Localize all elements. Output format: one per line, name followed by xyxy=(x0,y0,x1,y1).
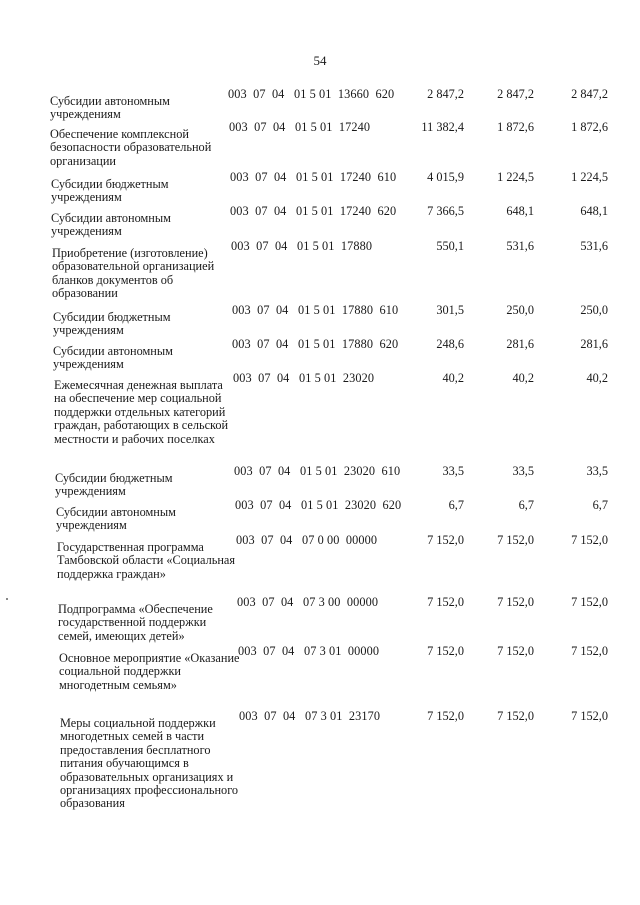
row-value-3: 2 847,2 xyxy=(571,87,608,101)
row-name: Меры социальной поддержки многодетных семей в части предоставления бесплатного питания обучающимся в образовательных организациях и организациях профессионального образования xyxy=(60,716,239,811)
row-value-2: 7 152,0 xyxy=(497,644,534,658)
row-code: 003 07 04 01 5 01 17240 xyxy=(229,120,371,134)
scan-speck xyxy=(6,598,8,600)
row-name: Обеспечение комплексной безопасности образовательной организации xyxy=(50,127,212,168)
row-value-2: 33,5 xyxy=(512,464,534,478)
row-name: Субсидии автономным учреждениям xyxy=(53,344,173,372)
row-name: Ежемесячная денежная выплата на обеспечение мер социальной поддержки отдельных категорий граждан, работающих в сельской местности и рабочих поселках xyxy=(54,378,229,446)
row-value-1: 6,7 xyxy=(448,498,464,512)
row-value-1: 4 015,9 xyxy=(427,170,464,184)
row-value-3: 648,1 xyxy=(580,204,608,218)
row-code: 003 07 04 07 3 01 00000 xyxy=(238,644,380,658)
row-value-3: 33,5 xyxy=(586,464,608,478)
row-value-2: 531,6 xyxy=(506,239,534,253)
row-name: Субсидии автономным учреждениям xyxy=(50,94,170,122)
row-name: Субсидии бюджетным учреждениям xyxy=(55,471,173,499)
row-value-3: 40,2 xyxy=(586,371,608,385)
row-value-2: 40,2 xyxy=(512,371,534,385)
row-value-3: 7 152,0 xyxy=(571,709,608,723)
row-value-2: 2 847,2 xyxy=(497,87,534,101)
row-code: 003 07 04 07 0 00 00000 xyxy=(236,533,378,547)
row-value-1: 7 152,0 xyxy=(427,644,464,658)
row-value-3: 1 224,5 xyxy=(571,170,608,184)
row-name: Основное мероприятие «Оказание социальной поддержки многодетным семьям» xyxy=(59,651,240,692)
row-code: 003 07 04 07 3 00 00000 xyxy=(237,595,379,609)
row-value-2: 250,0 xyxy=(506,303,534,317)
row-code: 003 07 04 01 5 01 17880 610 xyxy=(232,303,399,317)
row-value-3: 1 872,6 xyxy=(571,120,608,134)
row-value-3: 7 152,0 xyxy=(571,644,608,658)
row-value-1: 7 366,5 xyxy=(427,204,464,218)
row-value-3: 7 152,0 xyxy=(571,533,608,547)
row-code: 003 07 04 01 5 01 13660 620 xyxy=(228,87,395,101)
row-name: Субсидии бюджетным учреждениям xyxy=(53,310,171,338)
row-value-1: 40,2 xyxy=(442,371,464,385)
row-value-1: 2 847,2 xyxy=(427,87,464,101)
row-name: Государственная программа Тамбовской области «Социальная поддержка граждан» xyxy=(57,540,236,581)
row-value-1: 7 152,0 xyxy=(427,709,464,723)
row-name: Субсидии бюджетным учреждениям xyxy=(51,177,169,205)
row-name: Субсидии автономным учреждениям xyxy=(56,505,176,533)
row-value-1: 11 382,4 xyxy=(421,120,464,134)
row-value-3: 250,0 xyxy=(580,303,608,317)
row-value-1: 7 152,0 xyxy=(427,533,464,547)
row-value-2: 1 872,6 xyxy=(497,120,534,134)
row-value-3: 7 152,0 xyxy=(571,595,608,609)
row-code: 003 07 04 01 5 01 23020 xyxy=(233,371,375,385)
row-code: 003 07 04 01 5 01 17240 610 xyxy=(230,170,397,184)
row-value-3: 281,6 xyxy=(580,337,608,351)
row-value-2: 6,7 xyxy=(518,498,534,512)
row-value-2: 7 152,0 xyxy=(497,709,534,723)
row-value-1: 301,5 xyxy=(436,303,464,317)
row-name: Приобретение (изготовление) образовательной организацией бланков документов об образовании xyxy=(52,246,215,301)
row-code: 003 07 04 01 5 01 17240 620 xyxy=(230,204,397,218)
row-code: 003 07 04 01 5 01 23020 610 xyxy=(234,464,401,478)
row-value-1: 7 152,0 xyxy=(427,595,464,609)
row-value-1: 33,5 xyxy=(442,464,464,478)
row-value-2: 648,1 xyxy=(506,204,534,218)
row-code: 003 07 04 01 5 01 17880 xyxy=(231,239,373,253)
page-number: 54 xyxy=(313,53,327,68)
row-value-2: 1 224,5 xyxy=(497,170,534,184)
row-code: 003 07 04 01 5 01 23020 620 xyxy=(235,498,402,512)
row-value-2: 281,6 xyxy=(506,337,534,351)
row-name: Подпрограмма «Обеспечение государственной поддержки семей, имеющих детей» xyxy=(58,602,213,643)
row-value-3: 6,7 xyxy=(592,498,608,512)
row-value-2: 7 152,0 xyxy=(497,533,534,547)
row-code: 003 07 04 07 3 01 23170 xyxy=(239,709,381,723)
row-code: 003 07 04 01 5 01 17880 620 xyxy=(232,337,399,351)
row-value-1: 248,6 xyxy=(436,337,464,351)
row-name: Субсидии автономным учреждениям xyxy=(51,211,171,239)
row-value-2: 7 152,0 xyxy=(497,595,534,609)
row-value-1: 550,1 xyxy=(436,239,464,253)
row-value-3: 531,6 xyxy=(580,239,608,253)
